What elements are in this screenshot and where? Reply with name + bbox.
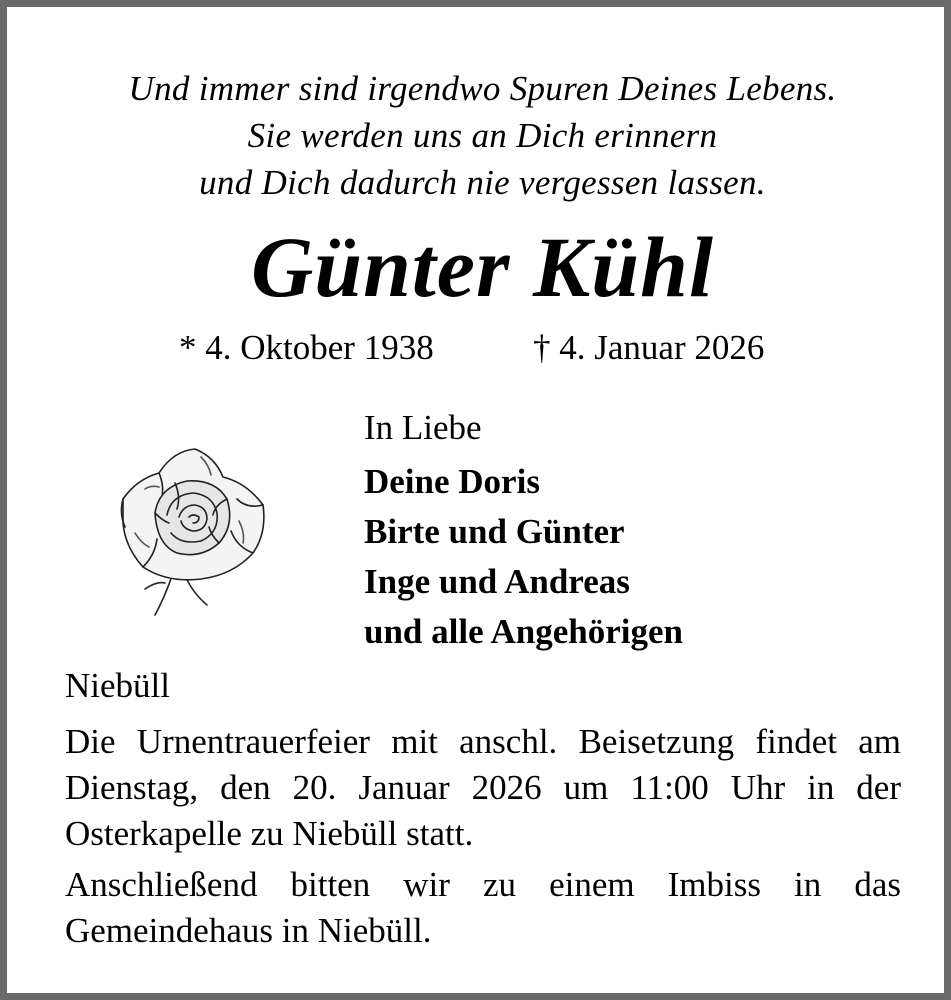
poem-line-2: Sie werden uns an Dich erinnern <box>247 116 718 155</box>
poem-line-3: und Dich dadurch nie vergessen lassen. <box>199 163 766 202</box>
mourner-line: Deine Doris <box>364 462 540 501</box>
poem-line-1: Und immer sind irgendwo Spuren Deines Lebens. <box>128 69 837 108</box>
death-date: † 4. Januar 2026 <box>533 328 765 367</box>
birth-date: * 4. Oktober 1938 <box>179 328 434 367</box>
ceremony-announcement: Die Urnentrauerfeier mit anschl. Beisetzung findet am Dienstag, den 20. Januar 2026 um 11:00 Uhr in der Osterkapelle zu Niebüll statt. <box>65 722 901 853</box>
mourners-list <box>364 457 683 657</box>
memorial-poem <box>7 65 951 206</box>
closing-phrase: In Liebe <box>364 408 482 447</box>
place-name: Niebüll <box>65 666 170 705</box>
mourner-line: und alle Angehörigen <box>364 612 683 651</box>
reception-announcement: Anschließend bitten wir zu einem Imbiss in das Gemeindehaus in Niebüll. <box>65 865 901 950</box>
mourner-line: Birte und Günter <box>364 512 625 551</box>
mourner-line: Inge und Andreas <box>364 562 630 601</box>
deceased-name: Günter Kühl <box>251 219 714 315</box>
rose-icon <box>115 443 275 623</box>
